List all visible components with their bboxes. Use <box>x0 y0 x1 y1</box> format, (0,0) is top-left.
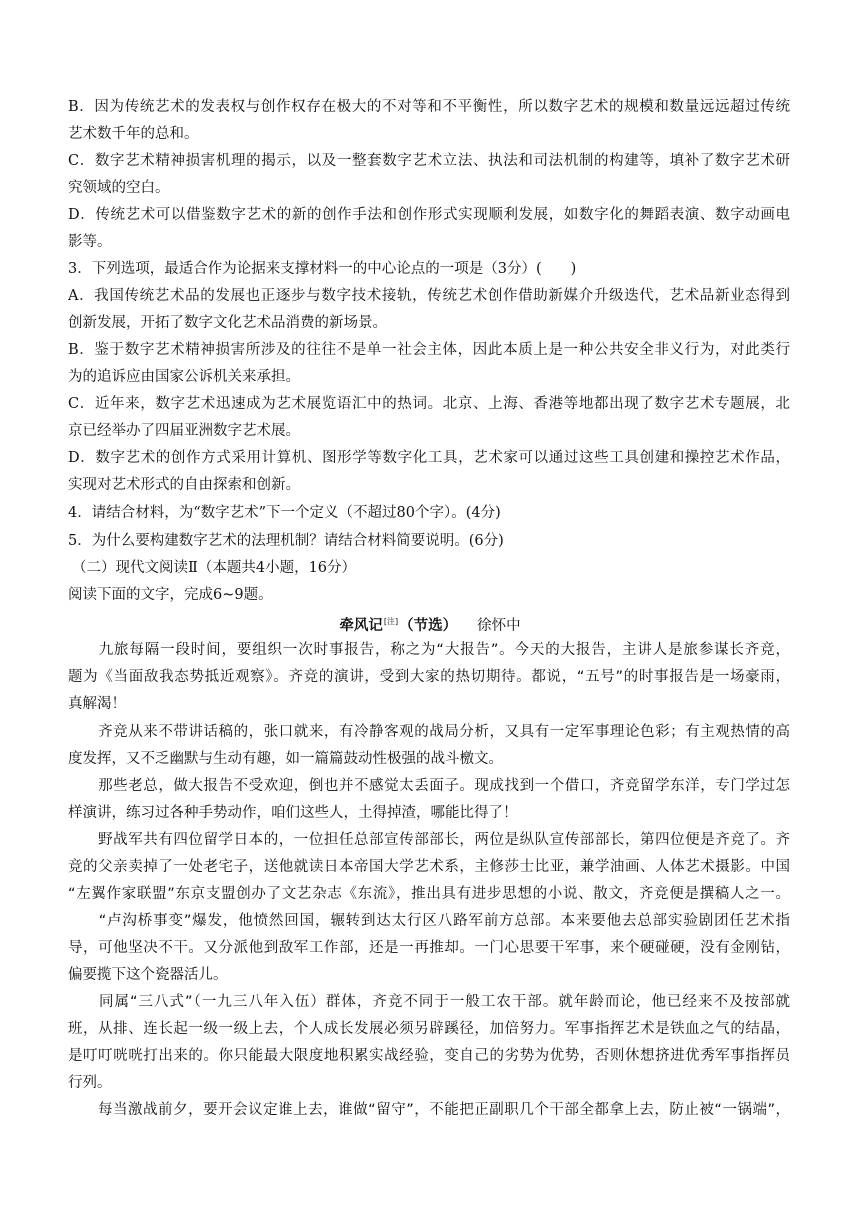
passage-title: 牵风记 <box>339 618 383 634</box>
passage-line: 同属“三八式”（一九三八年入伍）群体，齐竞不同于一般工农干部。就年龄而论，他已经来不及按部就 <box>68 994 790 1010</box>
passage-line: 齐竞从来不带讲话稿的，张口就来，有冷静客观的战局分析，又具有一定军事理论色彩；有主观热情的高 <box>68 724 790 740</box>
q3-option-a-line1: A．我国传统艺术品的发展也正逐步与数字技术接轨，传统艺术创作借助新媒介升级迭代，艺术品新业态得到 <box>68 288 790 304</box>
q2-option-c-line2: 究领域的空白。 <box>68 180 170 196</box>
passage-line: 度发挥，又不乏幽默与生动有趣，如一篇篇鼓动性极强的战斗檄文。 <box>68 751 503 767</box>
section-heading: （二）现代文阅读Ⅱ（本题共4小题，16分） <box>72 560 357 576</box>
passage-line: 导，可他坚决不干。又分派他到敌军工作部，还是一再推却。一门心思要干军事，来个硬碰硬，没有金刚钻， <box>68 940 790 956</box>
passage-subtitle: （节选） <box>399 618 458 634</box>
q2-option-c-line1: C．数字艺术精神损害机理的揭示，以及一整套数字艺术立法、执法和司法机制的构建等，填补了数字艺术研 <box>68 153 790 169</box>
passage-line: 野战军共有四位留学日本的，一位担任总部宣传部部长，两位是纵队宣传部部长，第四位便是齐竞了。齐 <box>68 832 790 848</box>
q3-option-d-line2: 实现对艺术形式的自由探索和创新。 <box>68 477 300 493</box>
q3-option-a-line2: 创新发展，开拓了数字文化艺术品消费的新场景。 <box>68 315 387 331</box>
passage-line: 样演讲，练习过各种手势动作，咱们这些人，土得掉渣，哪能比得了！ <box>68 805 518 821</box>
passage-line: 偏要揽下这个瓷器活儿。 <box>68 967 228 983</box>
passage-author: 徐怀中 <box>477 618 521 634</box>
q5-text: 5．为什么要构建数字艺术的法理机制？请结合材料简要说明。(6分) <box>68 533 504 549</box>
passage-line: 班，从排、连长起一级一级上去，个人成长发展必须另辟蹊径，加倍努力。军事指挥艺术是铁血之气的结晶， <box>68 1021 790 1037</box>
q2-option-d-line1: D．传统艺术可以借鉴数字艺术的新的创作手法和创作形式实现顺利发展，如数字化的舞蹈表演、数字动画电 <box>68 207 790 223</box>
q3-stem: 3．下列选项，最适合作为论据来支撑材料一的中心论点的一项是（3分）( ) <box>68 261 577 277</box>
q3-option-d-line1: D．数字艺术的创作方式采用计算机、图形学等数字化工具，艺术家可以通过这些工具创建和操控艺术作品， <box>68 450 790 466</box>
q4-text: 4．请结合材料，为“数字艺术”下一个定义（不超过80个字）。(4分) <box>68 505 501 521</box>
section-instruction: 阅读下面的文字，完成6~9题。 <box>68 587 273 603</box>
passage-line: 那些老总，做大报告不受欢迎，倒也并不感觉太丢面子。现成找到一个借口，齐竞留学东洋，专门学过怎 <box>68 778 790 794</box>
passage-line: 行列。 <box>68 1075 112 1091</box>
passage-note-mark: [注] <box>383 617 399 626</box>
q3-option-b-line1: B．鉴于数字艺术精神损害所涉及的往往不是单一社会主体，因此本质上是一种公共安全非义行为，对此类行 <box>68 342 790 358</box>
q2-option-b-line2: 艺术数千年的总和。 <box>68 126 199 142</box>
passage-line: “左翼作家联盟”东京支盟创办了文艺杂志《东流》，推出具有进步思想的小说、散文，齐竞便是撰稿人之一。 <box>68 886 790 902</box>
passage-line: “卢沟桥事变”爆发，他愤然回国，辗转到达太行区八路军前方总部。本来要他去总部实验剧团任艺术指 <box>68 913 790 929</box>
passage-title-line <box>0 612 860 636</box>
passage-line: 真解渴！ <box>68 696 126 712</box>
passage-line: 是叮叮咣咣打出来的。你只能最大限度地积累实战经验，变自己的劣势为优势，否则休想挤进优秀军事指挥员 <box>68 1048 790 1064</box>
passage-line: 每当激战前夕，要开会议定谁上去，谁做“留守”，不能把正副职几个干部全都拿上去，防止被“一锅端”， <box>68 1102 790 1118</box>
q3-option-c-line1: C．近年来，数字艺术迅速成为艺术展览语汇中的热词。北京、上海、香港等地都出现了数字艺术专题展，北 <box>68 396 790 412</box>
q3-option-b-line2: 为的追诉应由国家公诉机关来承担。 <box>68 369 300 385</box>
passage-line: 竞的父亲卖掉了一处老宅子，送他就读日本帝国大学艺术系，主修莎士比亚，兼学油画、人体艺术摄影。中国 <box>68 859 790 875</box>
q2-option-d-line2: 影等。 <box>68 234 112 250</box>
q2-option-b-line1: B．因为传统艺术的发表权与创作权存在极大的不对等和不平衡性，所以数字艺术的规模和数量远远超过传统 <box>68 99 790 115</box>
q3-option-c-line2: 京已经举办了四届亚洲数字艺术展。 <box>68 423 300 439</box>
passage-line: 九旅每隔一段时间，要组织一次时事报告，称之为“大报告”。今天的大报告，主讲人是旅参谋长齐竞， <box>68 642 790 658</box>
passage-line: 题为《当面敌我态势抵近观察》。齐竞的演讲，受到大家的热切期待。都说，“五号”的时事报告是一场豪雨， <box>68 669 790 685</box>
